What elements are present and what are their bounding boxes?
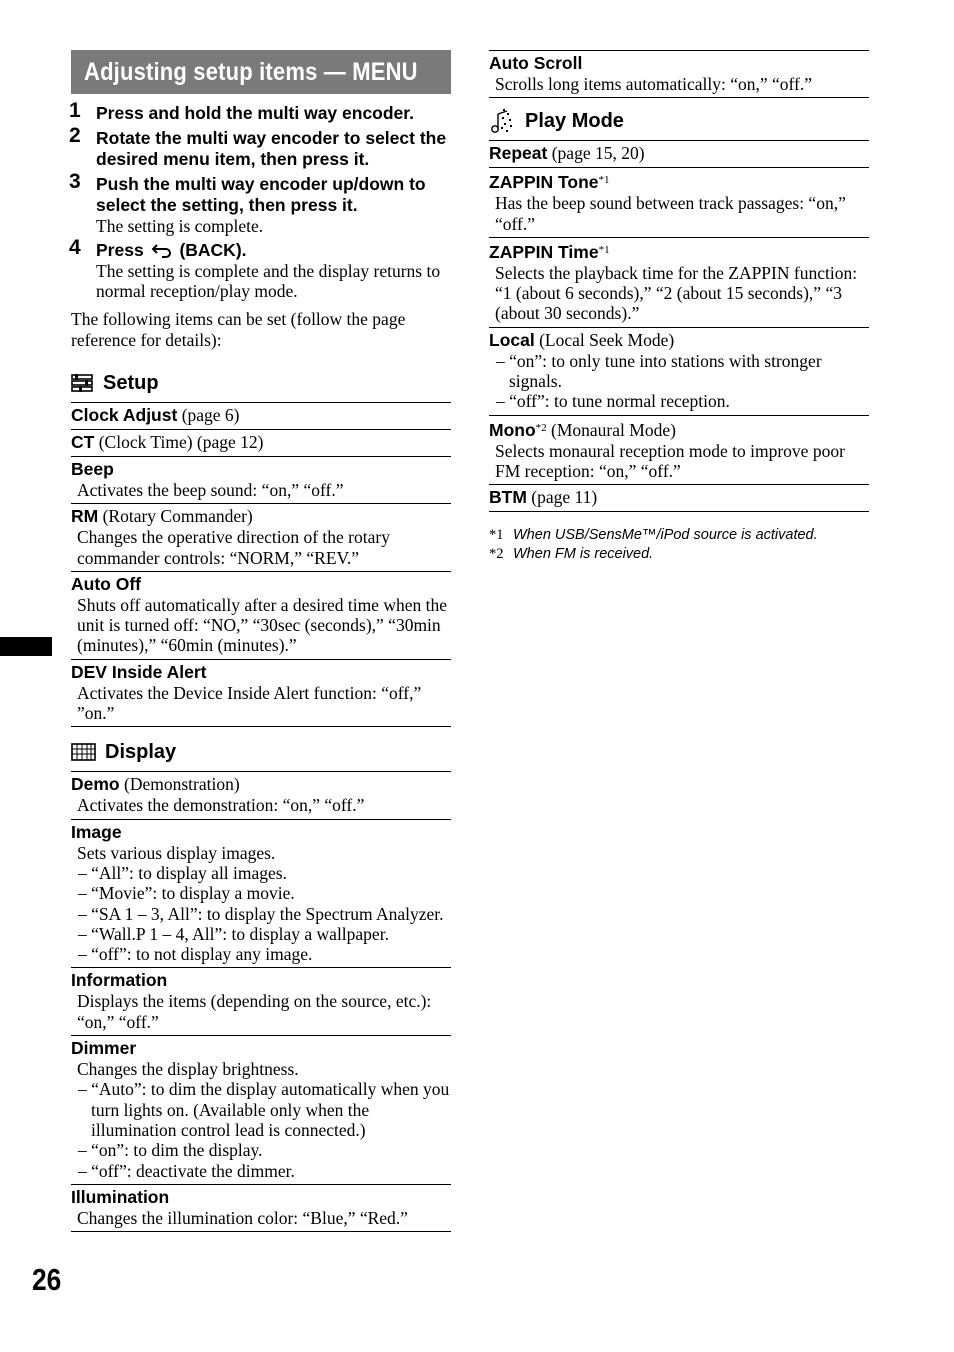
display-item-dimmer bbox=[71, 1036, 451, 1184]
list-item: – “All”: to display all images. bbox=[78, 862, 287, 883]
item-name: Illumination bbox=[71, 1186, 170, 1207]
setup-item-dev-inside-alert bbox=[71, 660, 451, 727]
item-ref: (page 15, 20) bbox=[551, 143, 645, 164]
step-text: Press and hold the multi way encoder. bbox=[96, 103, 414, 123]
display-icon bbox=[71, 742, 97, 762]
setup-item-auto-off bbox=[71, 572, 451, 659]
setup-item-beep bbox=[71, 457, 451, 503]
item-description: Scrolls long items automatically: “on,” “off.” bbox=[495, 74, 813, 94]
item-ref: (page 11) bbox=[531, 487, 598, 508]
playmode-item-local bbox=[489, 328, 869, 415]
left-column bbox=[71, 50, 451, 1232]
item-name: Local bbox=[489, 329, 535, 350]
step-number: 1 bbox=[69, 99, 81, 122]
playmode-item-btm bbox=[489, 485, 869, 511]
step-description: The setting is complete. bbox=[96, 216, 264, 236]
item-description: Sets various display images. bbox=[77, 842, 276, 863]
item-description: Changes the illumination color: “Blue,” “Red.” bbox=[77, 1207, 408, 1228]
setup-item-ct bbox=[71, 430, 451, 456]
playmode-item-zappin-tone bbox=[489, 168, 869, 237]
step-number: 2 bbox=[69, 124, 81, 147]
step-4 bbox=[69, 236, 451, 301]
footnote-mark: *2 bbox=[489, 545, 504, 562]
list-item: – “Movie”: to display a movie. bbox=[78, 883, 295, 904]
item-name: Auto Scroll bbox=[489, 53, 583, 73]
divider bbox=[489, 511, 869, 512]
item-name: Clock Adjust bbox=[71, 405, 178, 425]
item-name: Dimmer bbox=[71, 1038, 137, 1059]
item-name: ZAPPIN Time bbox=[489, 241, 599, 262]
item-name: Beep bbox=[71, 459, 114, 479]
list-item: – “on”: to dim the display. bbox=[78, 1140, 263, 1161]
divider bbox=[71, 1231, 451, 1232]
step-1 bbox=[69, 99, 451, 124]
item-description: Activates the demonstration: “on,” “off.” bbox=[77, 795, 365, 816]
item-description: Selects monaural reception mode to improve poor FM reception: “on,” “off.” bbox=[495, 440, 845, 481]
display-heading bbox=[71, 737, 451, 767]
list-item: – “SA 1 – 3, All”: to display the Spectrum Analyzer. bbox=[78, 903, 444, 924]
item-name: Auto Off bbox=[71, 573, 141, 594]
intro-paragraph: The following items can be set (follow the page reference for details): bbox=[71, 309, 406, 350]
display-item-information bbox=[71, 968, 451, 1035]
step-text: Rotate the multi way encoder to select the desired menu item, then press it. bbox=[96, 128, 447, 169]
list-item: – “off”: deactivate the dimmer. bbox=[78, 1160, 295, 1181]
item-ref: (page 6) bbox=[181, 405, 240, 425]
step-text bbox=[96, 240, 451, 261]
title-bar bbox=[71, 50, 451, 94]
footnote-text: When USB/SensMe™/iPod source is activated. bbox=[513, 527, 818, 544]
list-item: – “Auto”: to dim the display automatically when you turn lights on. (Available only when the illumination control lead is connected.) bbox=[78, 1079, 450, 1140]
item-ref: (Demonstration) bbox=[124, 774, 240, 795]
item-description: Activates the Device Inside Alert function: “off,” ”on.” bbox=[77, 682, 422, 724]
playmode-item-mono bbox=[489, 416, 869, 485]
setup-heading-text: Setup bbox=[103, 371, 159, 394]
play-mode-icon bbox=[489, 108, 517, 134]
divider bbox=[71, 726, 451, 727]
display-item-demo bbox=[71, 772, 451, 818]
list-item: – “off”: to not display any image. bbox=[78, 944, 313, 965]
item-ref: (Rotary Commander) bbox=[102, 506, 253, 527]
display-item-illumination bbox=[71, 1185, 451, 1231]
list-item: – “off”: to tune normal reception. bbox=[496, 391, 730, 412]
item-description: Displays the items (depending on the source, etc.): “on,” “off.” bbox=[77, 991, 432, 1032]
list-item: – “on”: to only tune into stations with stronger signals. bbox=[496, 350, 822, 392]
page-title: Adjusting setup items — MENU bbox=[84, 57, 418, 86]
playmode-heading bbox=[489, 106, 869, 136]
step-2 bbox=[69, 124, 451, 170]
list-item: – “Wall.P 1 – 4, All”: to display a wallpaper. bbox=[78, 923, 389, 944]
item-name: Image bbox=[71, 821, 122, 842]
footnotes bbox=[489, 526, 869, 563]
footnote-text: When FM is received. bbox=[513, 545, 654, 562]
footnote-ref: *2 bbox=[535, 421, 547, 434]
footnote-mark: *1 bbox=[489, 527, 504, 544]
step-number: 3 bbox=[69, 170, 81, 193]
item-name: ZAPPIN Tone bbox=[489, 172, 599, 193]
item-name: BTM bbox=[489, 487, 527, 508]
playmode-item-zappin-time bbox=[489, 238, 869, 327]
footnote-ref: *1 bbox=[598, 174, 610, 187]
step-number: 4 bbox=[69, 236, 81, 259]
step-text-pre: Press bbox=[96, 240, 144, 260]
footnote-ref: *1 bbox=[598, 243, 610, 256]
item-ref: (Monaural Mode) bbox=[551, 419, 676, 440]
step-description: The setting is complete and the display returns to normal reception/play mode. bbox=[96, 261, 441, 301]
step-3 bbox=[69, 170, 451, 236]
item-name: Mono bbox=[489, 419, 536, 440]
item-auto-scroll bbox=[489, 51, 869, 97]
setup-item-clock-adjust bbox=[71, 403, 451, 429]
item-name: Repeat bbox=[489, 143, 548, 164]
right-column bbox=[489, 50, 869, 563]
setup-item-rm bbox=[71, 504, 451, 571]
display-item-image bbox=[71, 820, 451, 968]
display-heading-text: Display bbox=[105, 740, 177, 763]
page-number: 26 bbox=[32, 1262, 62, 1297]
back-arrow-icon bbox=[151, 242, 173, 258]
footnote bbox=[489, 526, 869, 545]
item-description: Has the beep sound between track passages: “on,” “off.” bbox=[495, 193, 846, 234]
step-text: Push the multi way encoder up/down to select the setting, then press it. bbox=[96, 174, 426, 215]
item-name: DEV Inside Alert bbox=[71, 661, 207, 682]
item-name: Information bbox=[71, 970, 168, 991]
playmode-item-repeat bbox=[489, 141, 869, 167]
item-description: Activates the beep sound: “on,” “off.” bbox=[77, 480, 344, 500]
item-ref: (Clock Time) (page 12) bbox=[98, 432, 264, 452]
chapter-tab-marker bbox=[0, 637, 52, 656]
item-description: Changes the operative direction of the rotary commander controls: “NORM,” “REV.” bbox=[77, 527, 390, 568]
item-name: RM bbox=[71, 506, 99, 527]
item-ref: (Local Seek Mode) bbox=[539, 329, 675, 350]
item-description: Changes the display brightness. bbox=[77, 1059, 299, 1080]
setup-heading bbox=[71, 368, 451, 398]
item-name: Demo bbox=[71, 774, 120, 795]
divider bbox=[489, 97, 869, 98]
playmode-heading-text: Play Mode bbox=[525, 109, 624, 132]
item-name: CT bbox=[71, 432, 95, 452]
setup-icon bbox=[71, 372, 95, 394]
footnote bbox=[489, 545, 869, 564]
item-description: Selects the playback time for the ZAPPIN function: “1 (about 6 seconds),” “2 (about 15 seconds),” “3 (about 30 seconds).” bbox=[495, 262, 858, 324]
item-description: Shuts off automatically after a desired time when the unit is turned off: “NO,” “30sec (seconds),” “30min (minutes),” “60min (minutes).” bbox=[77, 594, 447, 656]
step-text-post: (BACK). bbox=[179, 240, 247, 260]
